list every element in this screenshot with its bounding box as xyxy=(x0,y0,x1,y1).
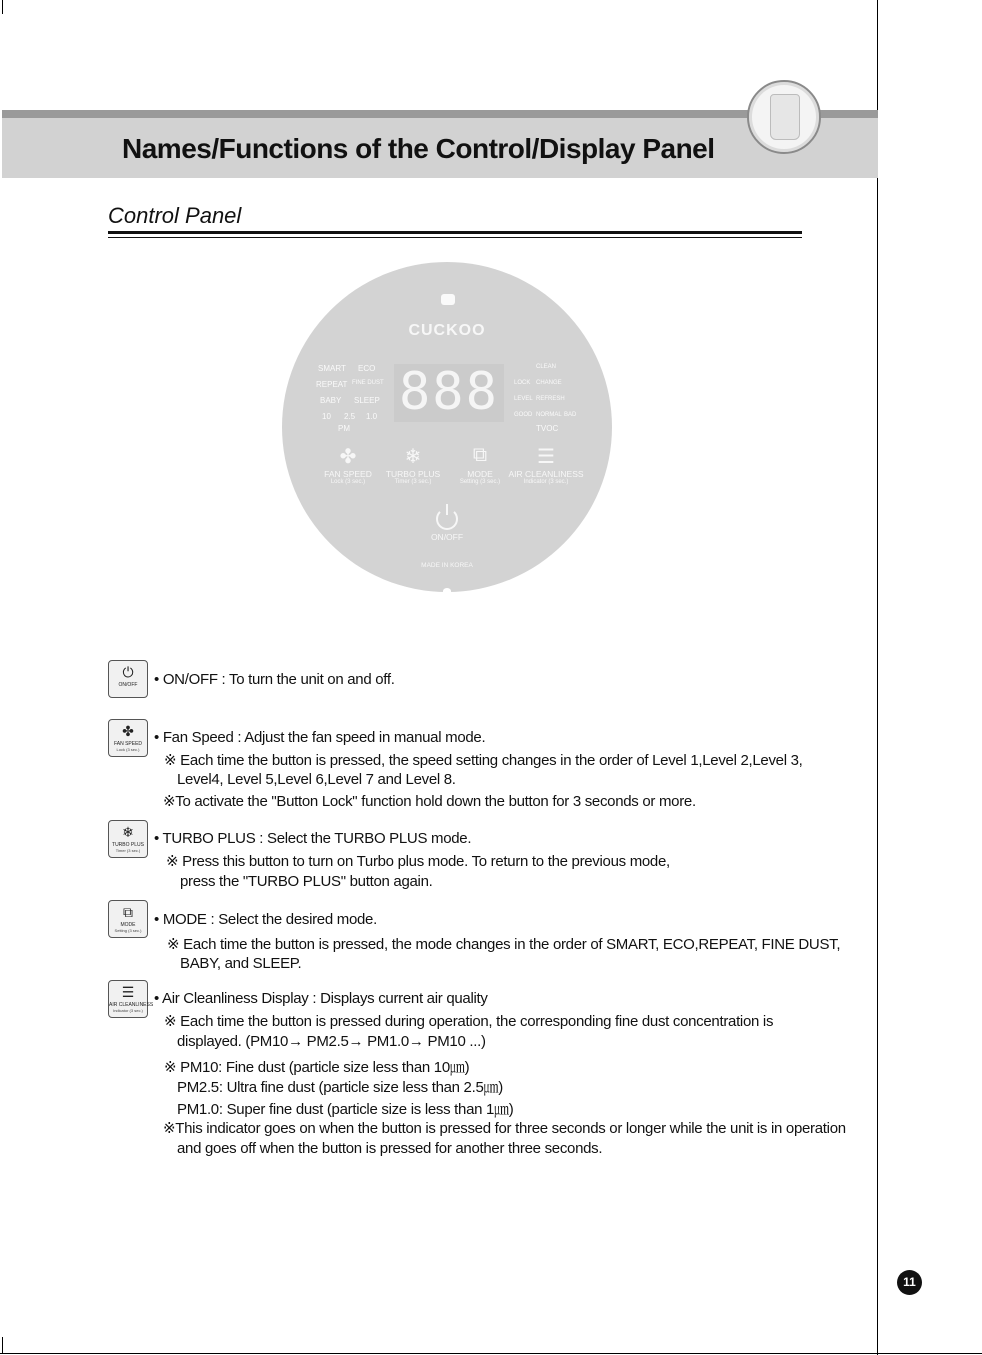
air-purifier-icon xyxy=(770,94,800,140)
icon-sub-caption: Setting (3 sec.) xyxy=(114,928,142,933)
digit-display: 888 xyxy=(399,362,499,422)
mode-sub: Setting (3 sec.) xyxy=(459,479,501,485)
item-mode-line-3: BABY, and SLEEP. xyxy=(180,955,302,972)
crop-mark xyxy=(2,1337,3,1353)
indicator-pm25: 2.5 xyxy=(344,412,356,421)
turbo-plus-sub: Timer (3 sec.) xyxy=(394,479,432,485)
icon-caption: FAN SPEED xyxy=(113,741,143,747)
mode-label: MODE xyxy=(467,469,493,479)
item-fan-speed-line-4: ※To activate the "Button Lock" function hold down the button for 3 seconds or more. xyxy=(163,793,696,810)
status-led xyxy=(441,294,455,305)
page-title: Names/Functions of the Control/Display Panel xyxy=(122,133,715,164)
item-turbo-plus-line-1: • TURBO PLUS : Select the TURBO PLUS mode. xyxy=(154,830,472,847)
indicator-tvoc: TVOC xyxy=(536,424,559,433)
turbo-plus-label: TURBO PLUS xyxy=(385,469,441,479)
item-air-line-1: • Air Cleanliness Display : Displays current air quality xyxy=(154,990,488,1007)
on-off-button-icon-box xyxy=(108,660,148,698)
mode-icon: ⧉ xyxy=(123,904,133,920)
indicator-pm-label: PM xyxy=(338,424,350,433)
indicator-eco: ECO xyxy=(358,364,376,373)
indicator-smart: SMART xyxy=(318,364,346,373)
page-bottom-line xyxy=(0,1353,982,1354)
icon-sub-caption: Timer (3 sec.) xyxy=(115,848,141,853)
fan-speed-label: FAN SPEED xyxy=(324,469,372,479)
power-icon-stem xyxy=(446,504,448,515)
indicator-lock: LOCK xyxy=(514,380,531,386)
icon-sub-caption: Indicator (3 sec.) xyxy=(113,1008,143,1013)
item-air-line-5: PM2.5: Ultra fine dust (particle size less than 2.5㎛) xyxy=(177,1079,503,1096)
indicator-repeat: REPEAT xyxy=(316,380,348,389)
on-off-label: ON/OFF xyxy=(430,532,464,542)
item-air-line-4: ※ PM10: Fine dust (particle size less than 10㎛) xyxy=(164,1059,470,1076)
turbo-icon: ❄ xyxy=(122,824,134,840)
indicator-good: GOOD xyxy=(514,412,533,418)
indicator-change: CHANGE xyxy=(536,380,562,386)
item-mode-line-2: ※ Each time the button is pressed, the mode changes in the order of SMART, ECO,REPEAT, FINE DUST, xyxy=(167,936,841,953)
mode-icon: ⧉ xyxy=(472,444,488,466)
fan-speed-button-icon-box xyxy=(108,719,148,757)
item-air-line-6: PM1.0: Super fine dust (particle size is less than 1㎛) xyxy=(177,1101,514,1118)
section-rule-thin xyxy=(108,237,802,238)
item-on-off-line-1: • ON/OFF : To turn the unit on and off. xyxy=(154,671,395,688)
made-in-label: MADE IN KOREA xyxy=(421,562,473,569)
mode-button-icon-box xyxy=(108,900,148,938)
icon-caption: AIR CLEANLINESS xyxy=(109,1002,154,1008)
indicator-refresh: REFRESH xyxy=(536,396,565,402)
fan-speed-sub: Lock (3 sec.) xyxy=(330,479,366,485)
item-turbo-plus-line-2: ※ Press this button to turn on Turbo plus mode. To return to the previous mode, xyxy=(166,853,670,870)
indicator-clean: CLEAN xyxy=(536,364,557,370)
item-air-line-8: and goes off when the button is pressed for another three seconds. xyxy=(177,1140,603,1157)
page-number: 11 xyxy=(897,1270,922,1295)
product-thumbnail xyxy=(747,80,821,154)
indicator-sleep: SLEEP xyxy=(354,396,380,405)
item-turbo-plus-line-3: press the "TURBO PLUS" button again. xyxy=(180,873,433,890)
air-cleanliness-label: AIR CLEANLINESS xyxy=(508,469,584,479)
panel-notch xyxy=(443,588,451,594)
indicator-normal: NORMAL xyxy=(536,412,562,418)
icon-sub-caption: Lock (3 sec.) xyxy=(116,747,140,752)
icon-caption: TURBO PLUS xyxy=(112,842,144,848)
turbo-icon: ❄ xyxy=(404,446,422,468)
section-rule xyxy=(108,231,802,234)
fan-icon: ✤ xyxy=(339,446,357,468)
icon-caption: MODE xyxy=(120,922,136,928)
indicator-fine-dust: FINE DUST xyxy=(352,380,384,386)
item-fan-speed-line-1: • Fan Speed : Adjust the fan speed in manual mode. xyxy=(154,729,486,746)
icon-caption: ON/OFF xyxy=(118,682,138,688)
air-cleanliness-sub: Indicator (3 sec.) xyxy=(523,479,569,485)
indicator-pm10: 10 xyxy=(322,412,331,421)
indicator-level: LEVEL xyxy=(514,396,533,402)
power-icon: ⏻ xyxy=(122,664,134,680)
page-edge-line xyxy=(877,0,878,1355)
air-cleanliness-button-icon-box xyxy=(108,980,154,1018)
item-fan-speed-line-3: Level4, Level 5,Level 6,Level 7 and Level 8. xyxy=(177,771,456,788)
item-mode-line-1: • MODE : Select the desired mode. xyxy=(154,911,377,928)
indicator-baby: BABY xyxy=(320,396,342,405)
fan-icon: ✤ xyxy=(122,723,134,739)
item-air-line-3: displayed. (PM10→ PM2.5→ PM1.0→ PM10 ...) xyxy=(177,1033,486,1050)
indicator-pm10-one: 1.0 xyxy=(366,412,378,421)
crop-mark xyxy=(2,0,3,14)
indicator-bad: BAD xyxy=(564,412,577,418)
section-title: Control Panel xyxy=(108,203,242,228)
air-cleanliness-icon: ☰ xyxy=(537,446,555,468)
item-fan-speed-line-2: ※ Each time the button is pressed, the speed setting changes in the order of Level 1,Level 2,Level 3, xyxy=(164,752,803,769)
item-air-line-2: ※ Each time the button is pressed during operation, the corresponding fine dust concentration is xyxy=(164,1013,774,1030)
brand-logo: CUCKOO xyxy=(408,322,486,339)
control-panel-illustration xyxy=(282,262,612,592)
item-air-line-7: ※This indicator goes on when the button is pressed for three seconds or longer while the unit is in operation xyxy=(163,1120,846,1137)
turbo-plus-button-icon-box xyxy=(108,820,148,858)
air-cleanliness-icon: ☰ xyxy=(121,984,135,1000)
